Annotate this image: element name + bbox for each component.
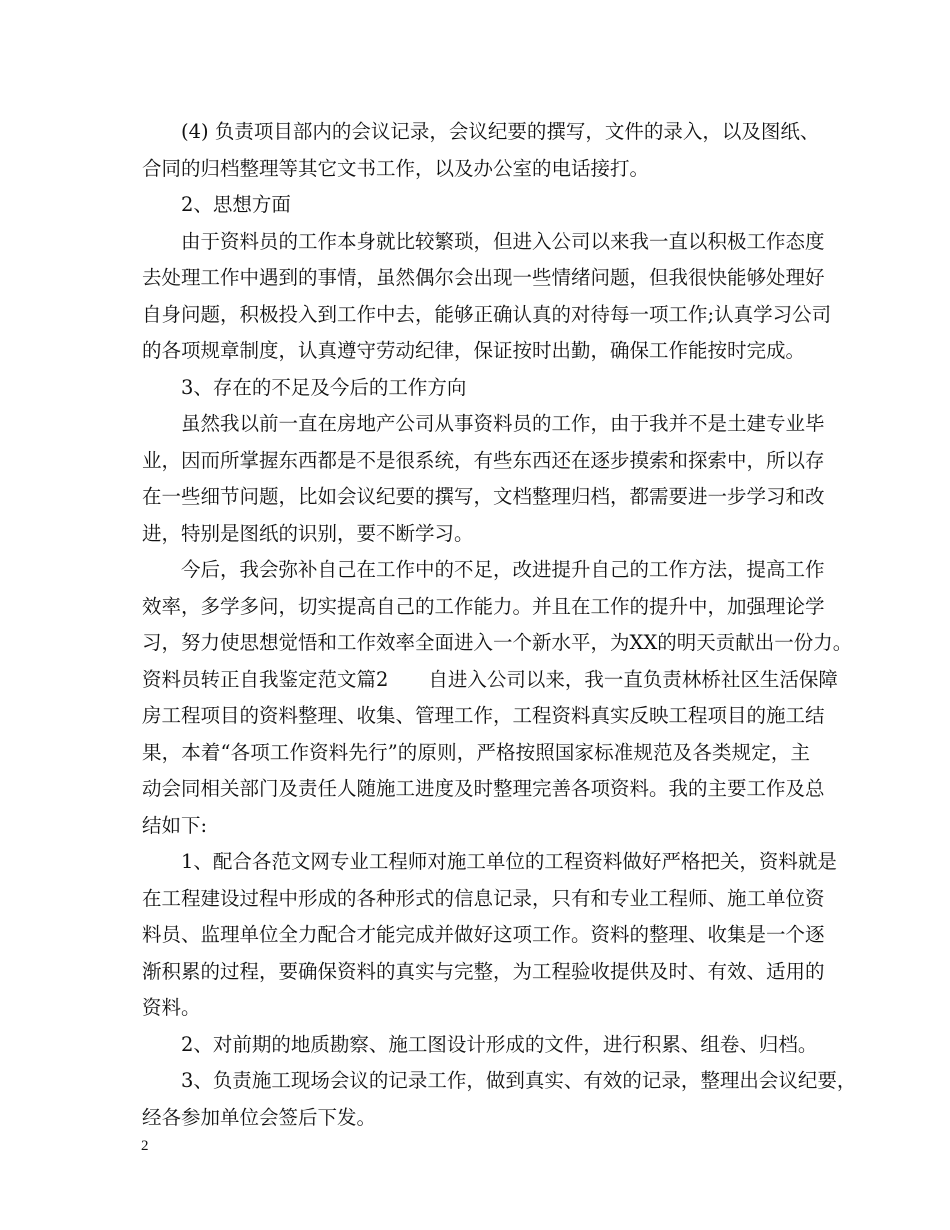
text-line [142, 662, 838, 699]
text-line: 果，本着“各项工作资料先行”的原则，严格按照国家标准规范及各类规定，主 [142, 740, 810, 764]
section-heading: 3、存在的不足及今后的工作方向 [181, 375, 467, 399]
section-heading: 2、思想方面 [181, 193, 291, 216]
text-line: 结如下: [142, 813, 208, 837]
text-line: 料员、监理单位全力配合才能完成并做好这项工作。资料的整理、收集是一个逐 [142, 923, 825, 946]
text-line: 动会同相关部门及责任人随施工进度及时整理完善各项资料。我的主要工作及总 [142, 777, 825, 800]
document-body [142, 114, 857, 1136]
article-intro: 自进入公司以来，我一直负责林桥社区生活保障 [428, 667, 838, 691]
text-line: 2、对前期的地质勘察、施工图设计形成的文件，进行积累、组卷、归档。 [181, 1032, 818, 1056]
text-line: 3、负责施工现场会议的记录工作，做到真实、有效的记录，整理出会议纪要， [181, 1069, 857, 1092]
text-line: 渐积累的过程，要确保资料的真实与完整，为工程验收提供及时、有效、适用的 [142, 959, 825, 983]
text-line: 习，努力使思想觉悟和工作效率全面进入一个新水平，为XX的明天贡献出一份力。 [142, 631, 853, 654]
text-line: (4) 负责项目部内的会议记录，会议纪要的撰写，文件的录入，以及图纸、 [181, 120, 820, 143]
text-line: 去处理工作中遇到的事情，虽然偶尔会出现一些情绪问题，但我很快能够处理好 [142, 266, 825, 289]
text-line: 效率，多学多问，切实提高自己的工作能力。并且在工作的提升中，加强理论学 [142, 594, 825, 618]
text-line: 在工程建设过程中形成的各种形式的信息记录，只有和专业工程师、施工单位资 [142, 886, 825, 910]
text-line: 的各项规章制度，认真遵守劳动纪律，保证按时出勤，确保工作能按时完成。 [142, 339, 806, 362]
text-line: 业，因而所掌握东西都是不是很系统，有些东西还在逐步摸索和探索中，所以存 [142, 448, 825, 472]
page-number: 2 [141, 1138, 149, 1154]
text-line: 进，特别是图纸的识别，要不断学习。 [142, 521, 474, 545]
article-title: 资料员转正自我鉴定范文篇2 [142, 667, 389, 691]
text-line: 由于资料员的工作本身就比较繁琐，但进入公司以来我一直以积极工作态度 [181, 229, 825, 253]
text-line: 自身问题，积极投入到工作中去，能够正确认真的对待每一项工作;认真学习公司 [142, 302, 832, 326]
text-line: 合同的归档整理等其它文书工作，以及办公室的电话接打。 [142, 156, 650, 180]
text-line: 虽然我以前一直在房地产公司从事资料员的工作，由于我并不是土建专业毕 [181, 412, 825, 435]
text-line: 在一些细节问题，比如会议纪要的撰写，文档整理归档，都需要进一步学习和改 [142, 485, 825, 508]
text-line: 房工程项目的资料整理、收集、管理工作，工程资料真实反映工程项目的施工结 [142, 704, 825, 727]
text-line: 1、配合各范文网专业工程师对施工单位的工程资料做好严格把关，资料就是 [181, 850, 837, 873]
text-line: 经各参加单位会签后下发。 [142, 1105, 377, 1129]
text-line: 今后，我会弥补自己在工作中的不足，改进提升自己的工作方法，提高工作 [181, 558, 825, 581]
text-line: 资料。 [142, 996, 201, 1019]
